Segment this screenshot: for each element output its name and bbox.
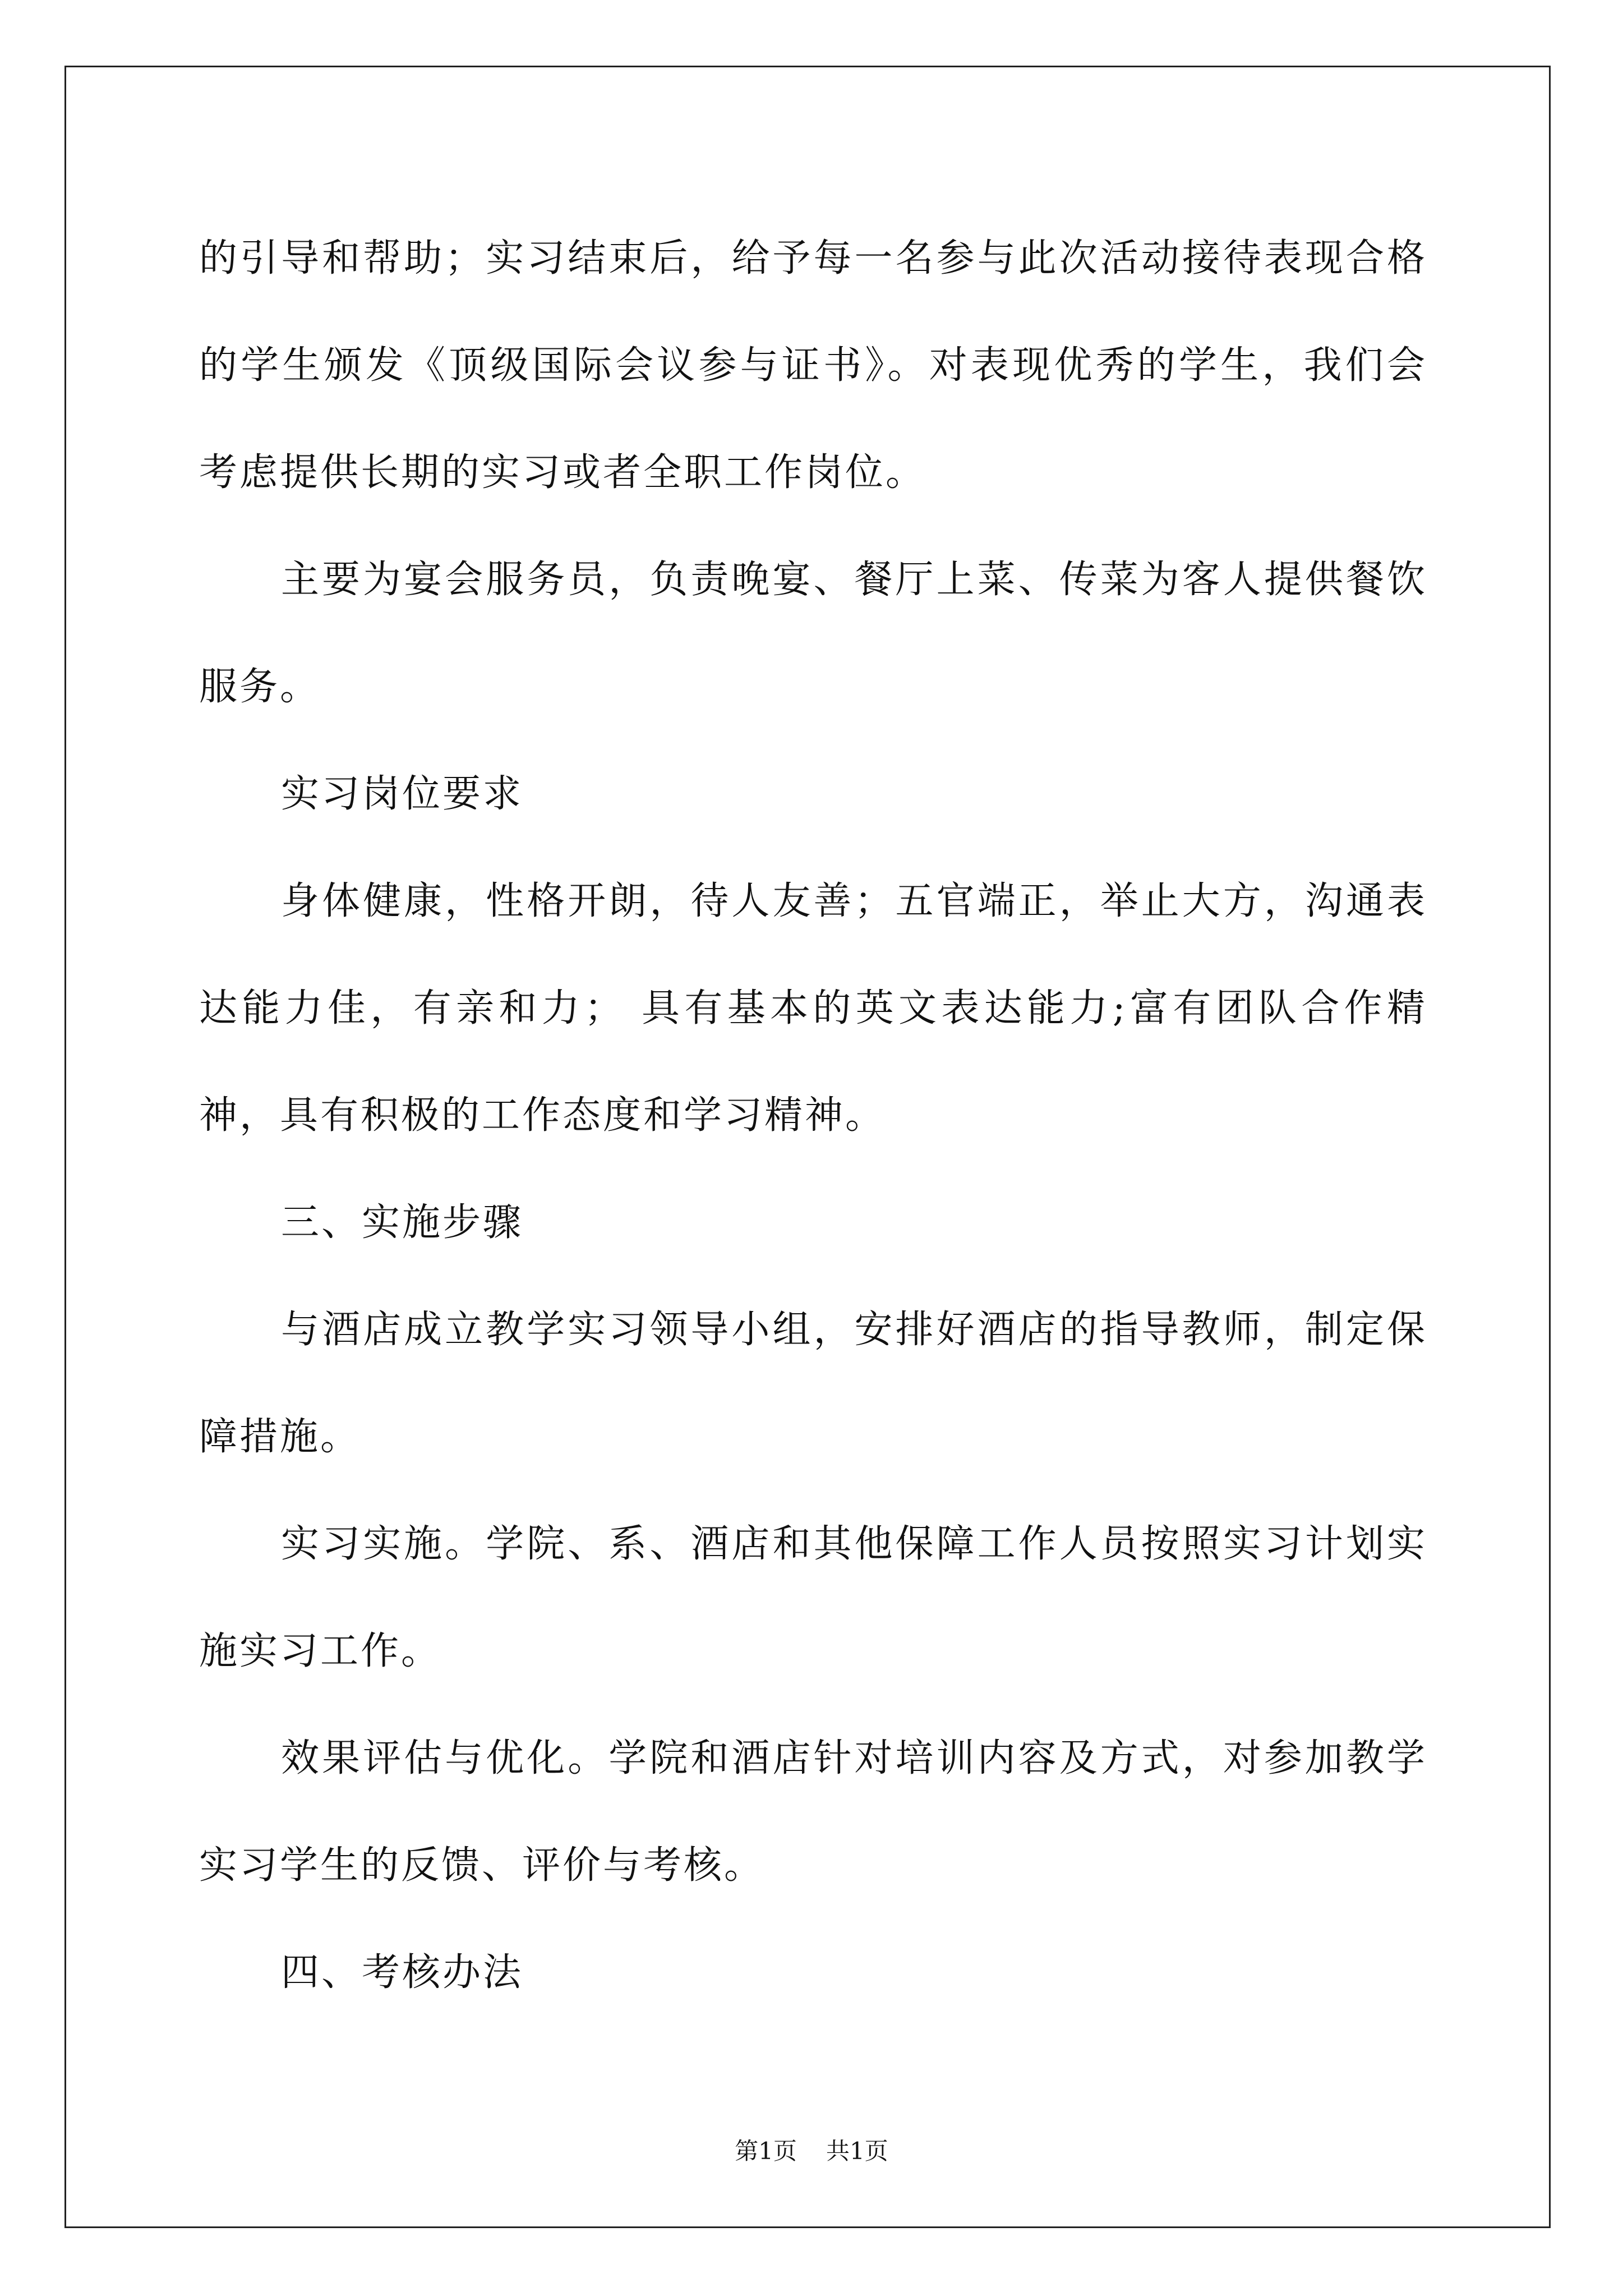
section-heading-implementation-steps: 三、实施步骤 <box>281 1200 524 1245</box>
paragraph-1: 的引导和帮助；实习结束后，给予每一名参与此次活动接待表现合格的学生颁发《顶级国际会议参与证书》。对表现优秀的学生，我们会考虑提供长期的实习或者全职工作岗位。 <box>199 236 1427 495</box>
paragraph-8: 效果评估与优化。学院和酒店针对培训内容及方式，对参加教学实习学生的反馈、评价与考核。 <box>199 1736 1427 1888</box>
section-heading-assessment-methods: 四、考核办法 <box>281 1950 524 1995</box>
document-body <box>199 205 1427 2026</box>
section-heading-internship-requirements: 实习岗位要求 <box>281 772 524 816</box>
page-total: 共1页 <box>826 2137 888 2165</box>
paragraph-6: 与酒店成立教学实习领导小组，安排好酒店的指导教师，制定保障措施。 <box>199 1308 1427 1459</box>
page-number: 第1页 <box>735 2137 797 2165</box>
paragraph-4: 身体健康，性格开朗，待人友善；五官端正，举止大方，沟通表达能力佳，有亲和力； 具有基本的英文表达能力;富有团队合作精神，具有积极的工作态度和学习精神。 <box>199 879 1427 1138</box>
paragraph-7: 实习实施。学院、系、酒店和其他保障工作人员按照实习计划实施实习工作。 <box>199 1522 1427 1673</box>
paragraph-2: 主要为宴会服务员，负责晚宴、餐厅上菜、传菜为客人提供餐饮服务。 <box>199 558 1427 709</box>
page-footer <box>0 2134 1623 2168</box>
